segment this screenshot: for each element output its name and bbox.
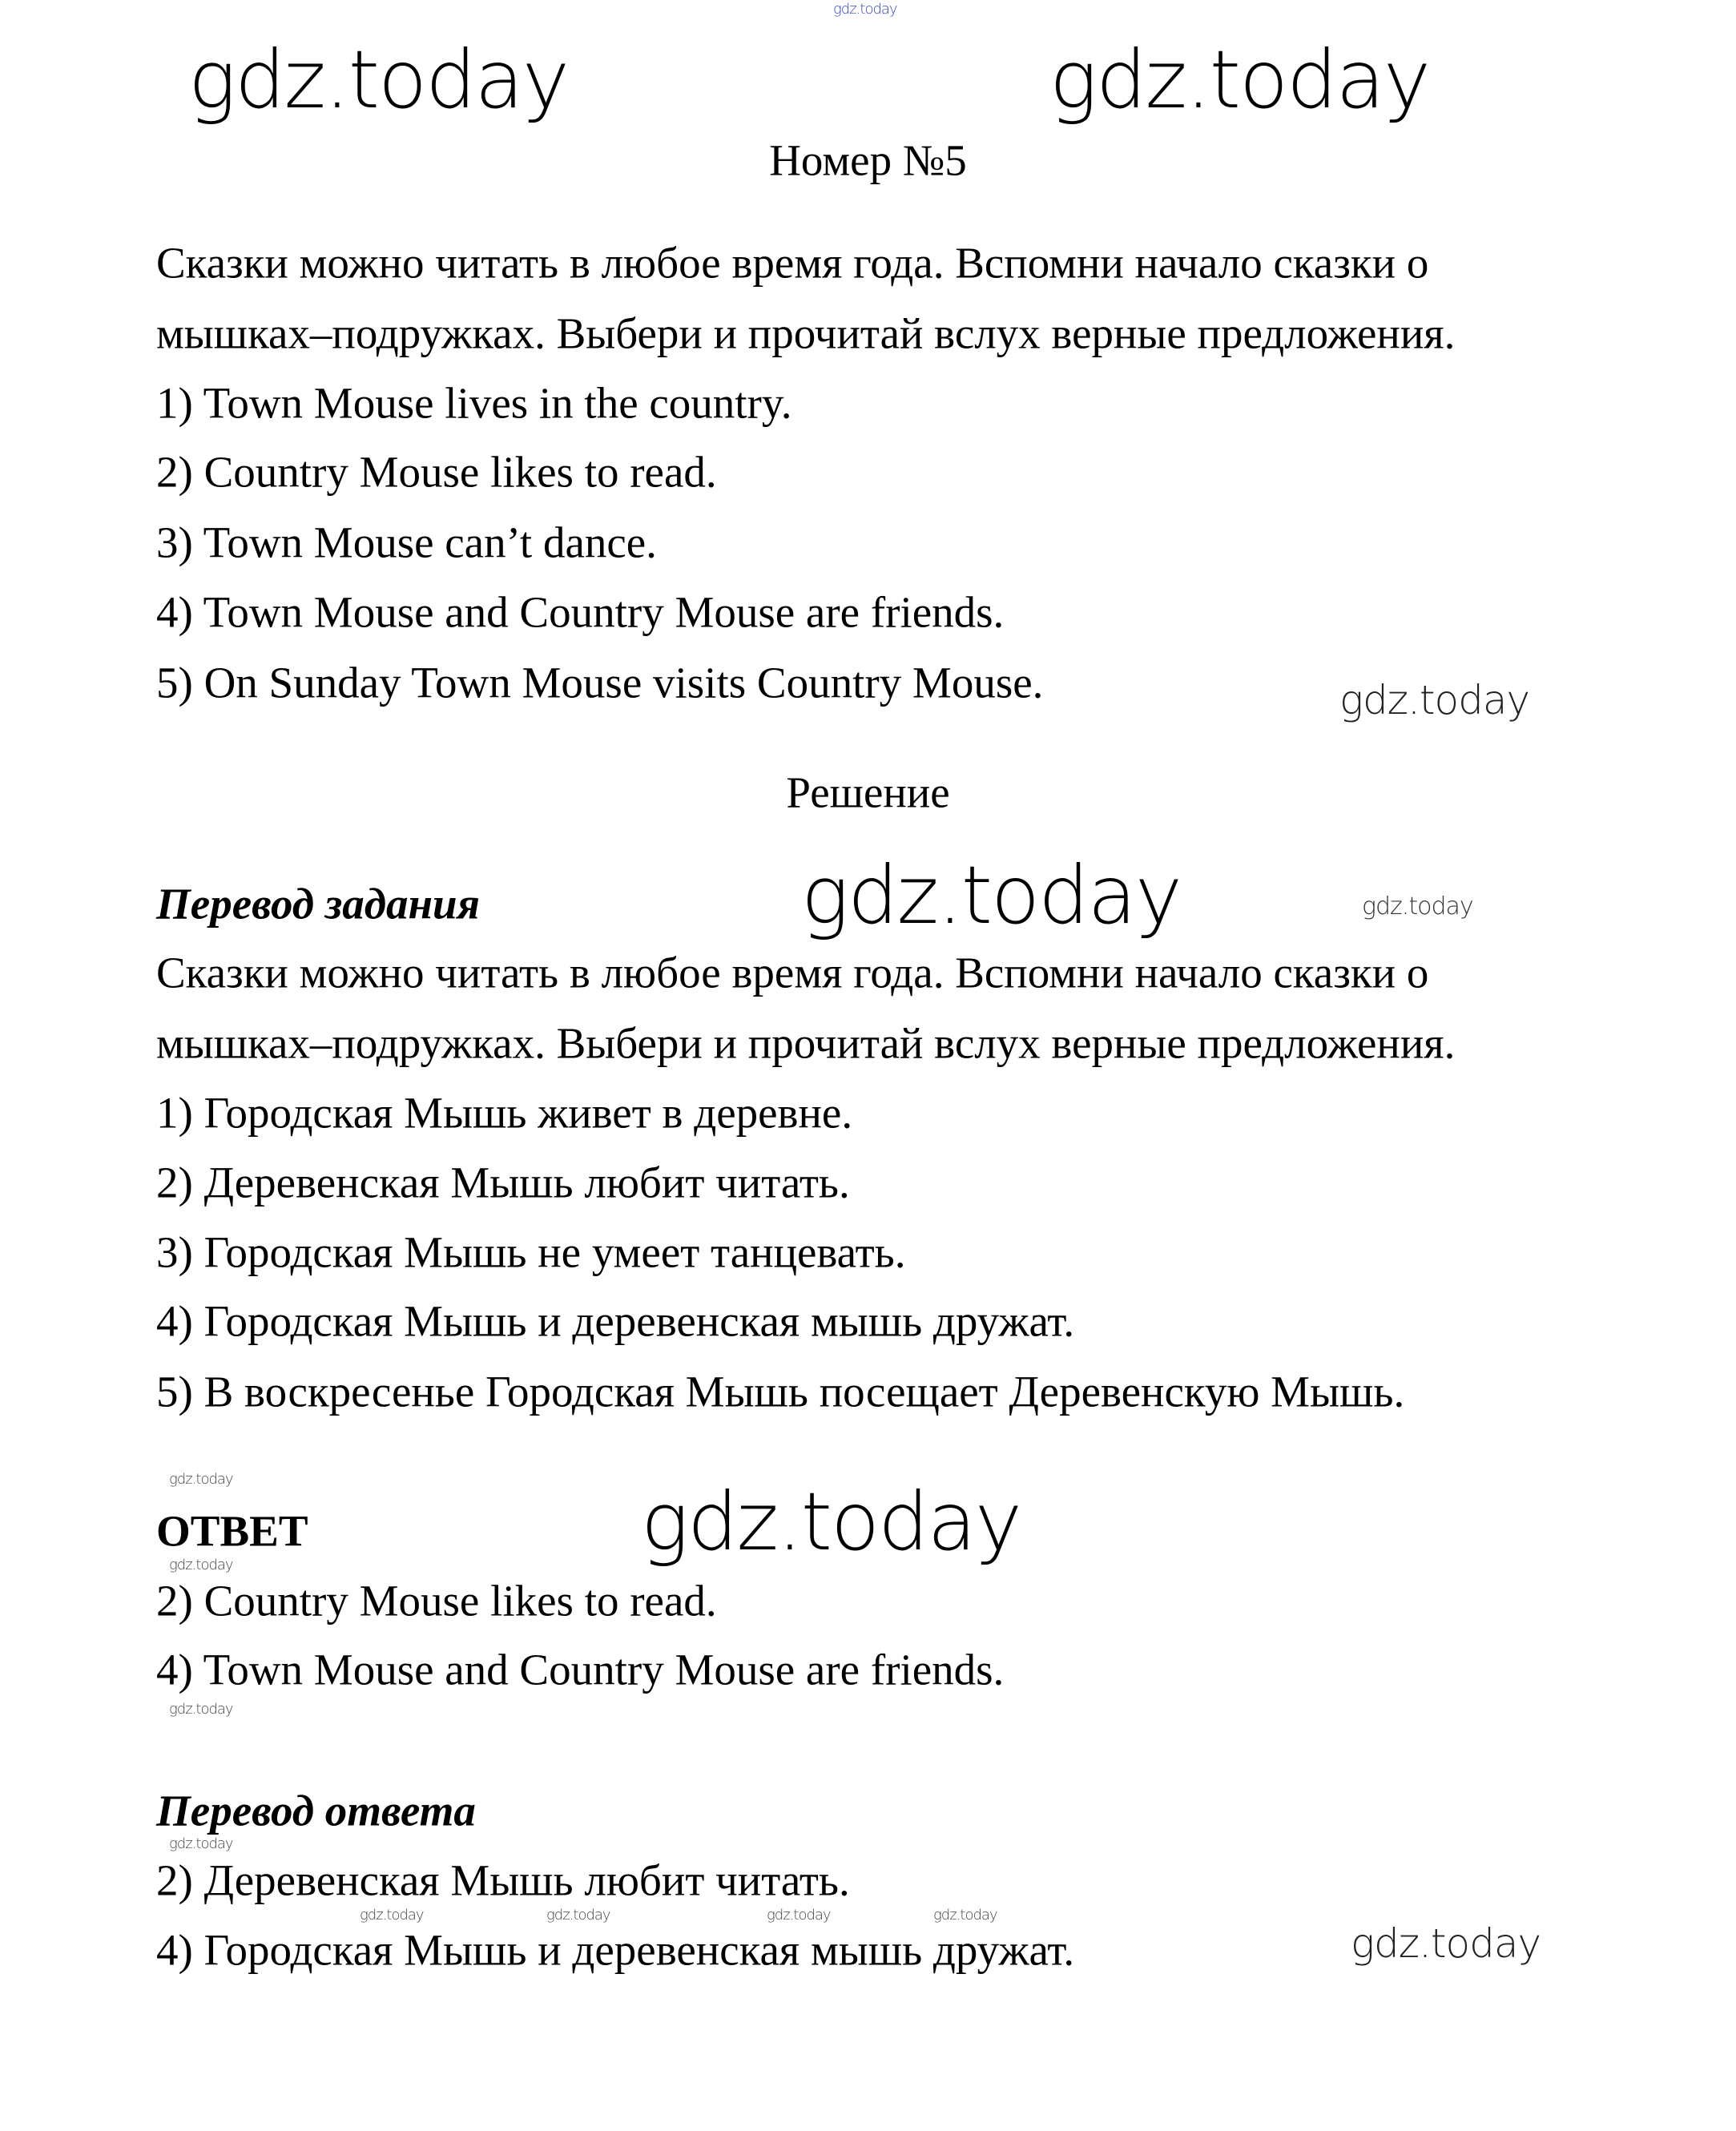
watermark: gdz.today: [833, 1, 897, 18]
watermark: gdz.today: [188, 33, 569, 127]
answer-translation-item: 4) Городская Мышь и деревенская мышь дружат.: [156, 1925, 1075, 1975]
watermark: gdz.today: [169, 1835, 233, 1852]
watermark: gdz.today: [641, 1475, 1021, 1569]
task-item: 5) On Sunday Town Mouse visits Country Mouse.: [156, 658, 1044, 707]
watermark: gdz.today: [169, 1557, 233, 1573]
translation-intro: Сказки можно читать в любое время года. Вспомни начало сказки о: [156, 948, 1429, 997]
answer-translation-heading: Перевод ответа: [156, 1786, 476, 1835]
task-item: 2) Country Mouse likes to read.: [156, 447, 717, 497]
watermark: gdz.today: [169, 1471, 233, 1488]
watermark: gdz.today: [1339, 677, 1530, 723]
translation-heading: Перевод задания: [156, 879, 480, 929]
answer-translation-item: 2) Деревенская Мышь любит читать.: [156, 1855, 850, 1905]
watermark: gdz.today: [933, 1907, 997, 1924]
answer-heading: ОТВЕТ: [156, 1506, 308, 1556]
page-title: Номер №5: [769, 135, 967, 185]
answer-item: 2) Country Mouse likes to read.: [156, 1576, 717, 1625]
watermark: gdz.today: [1351, 1920, 1541, 1967]
watermark: gdz.today: [546, 1907, 610, 1924]
translation-item: 5) В воскресенье Городская Мышь посещает Деревенскую Мышь.: [156, 1367, 1405, 1416]
task-intro: мышках–подружках. Выбери и прочитай вслух верные предложения.: [156, 308, 1456, 358]
task-item: 4) Town Mouse and Country Mouse are friends.: [156, 587, 1005, 637]
answer-item: 4) Town Mouse and Country Mouse are friends.: [156, 1645, 1005, 1694]
translation-intro: мышках–подружках. Выбери и прочитай вслух верные предложения.: [156, 1018, 1456, 1068]
watermark: gdz.today: [1049, 33, 1430, 127]
translation-item: 2) Деревенская Мышь любит читать.: [156, 1158, 850, 1207]
task-item: 3) Town Mouse can’t dance.: [156, 518, 657, 567]
task-intro: Сказки можно читать в любое время года. Вспомни начало сказки о: [156, 238, 1429, 288]
watermark: gdz.today: [169, 1701, 233, 1718]
watermark: gdz.today: [767, 1907, 831, 1924]
watermark: gdz.today: [801, 848, 1182, 942]
solution-heading: Решение: [786, 767, 950, 817]
translation-item: 4) Городская Мышь и деревенская мышь дружат.: [156, 1296, 1075, 1346]
watermark: gdz.today: [360, 1907, 424, 1924]
translation-item: 3) Городская Мышь не умеет танцевать.: [156, 1227, 906, 1277]
translation-item: 1) Городская Мышь живет в деревне.: [156, 1088, 853, 1138]
task-item: 1) Town Mouse lives in the country.: [156, 378, 792, 428]
watermark: gdz.today: [1362, 892, 1473, 920]
